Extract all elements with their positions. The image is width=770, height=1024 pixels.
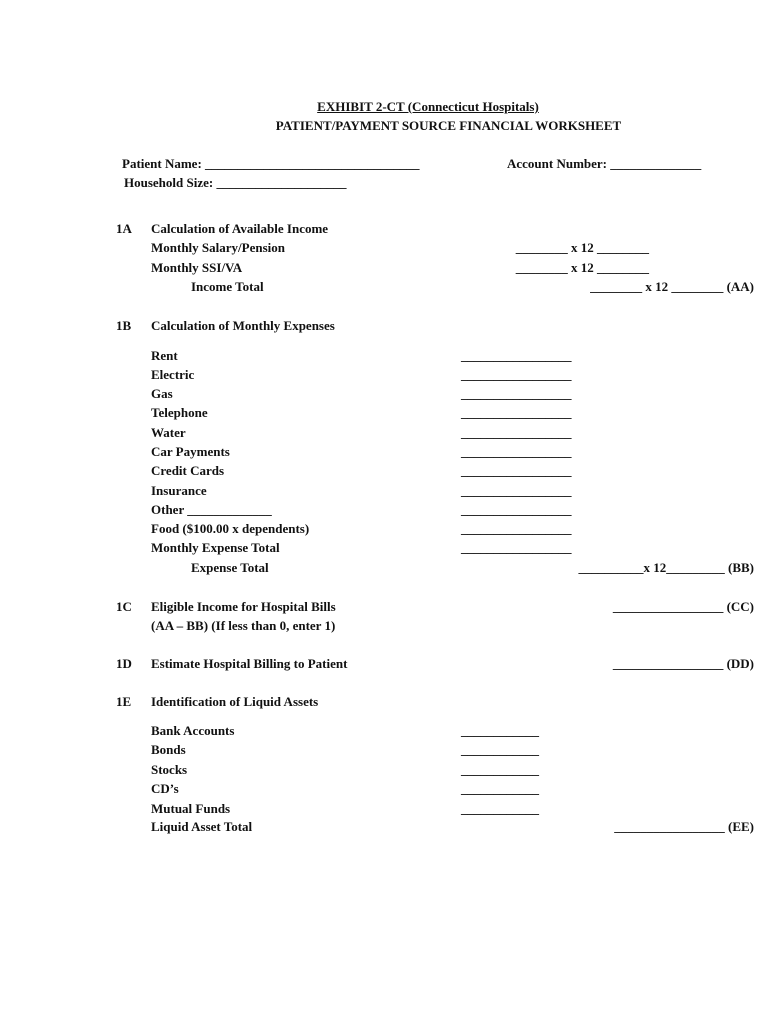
hospital-billing-field[interactable]: _________________ (DD) — [612, 656, 754, 671]
asset-field-cds[interactable]: ____________ — [461, 781, 539, 796]
section-1d-heading: Estimate Hospital Billing to Patient — [151, 656, 348, 671]
liquid-asset-total-field[interactable]: _________________ (EE) — [614, 819, 754, 834]
expense-field-monthly-total[interactable]: _________________ — [461, 540, 572, 555]
asset-field-bonds[interactable]: ____________ — [461, 742, 539, 757]
expense-label-insurance: Insurance — [151, 483, 207, 498]
expense-label-credit-cards: Credit Cards — [151, 463, 225, 478]
expense-label-telephone: Telephone — [151, 405, 208, 420]
asset-label-bank-accounts: Bank Accounts — [151, 723, 235, 738]
section-1b-number: 1B — [116, 318, 132, 333]
expense-label-gas: Gas — [151, 386, 173, 401]
expense-field-gas[interactable]: _________________ — [461, 386, 572, 401]
expense-total-field[interactable]: __________x 12_________ (BB) — [578, 560, 754, 575]
section-1a-number: 1A — [116, 221, 132, 236]
worksheet-title: PATIENT/PAYMENT SOURCE FINANCIAL WORKSHEET — [275, 118, 622, 133]
asset-field-stocks[interactable]: ____________ — [461, 762, 539, 777]
account-number-field[interactable]: Account Number: ______________ — [507, 156, 702, 171]
expense-field-insurance[interactable]: _________________ — [461, 483, 572, 498]
expense-label-car-payments: Car Payments — [151, 444, 230, 459]
salary-label: Monthly Salary/Pension — [151, 240, 285, 255]
expense-label-rent: Rent — [151, 348, 178, 363]
ssi-field[interactable]: ________ x 12 ________ — [515, 260, 649, 275]
expense-label-water: Water — [151, 425, 186, 440]
asset-field-bank-accounts[interactable]: ____________ — [461, 723, 539, 738]
section-1a-heading: Calculation of Available Income — [151, 221, 329, 236]
section-1c-subtext: (AA – BB) (If less than 0, enter 1) — [151, 618, 336, 633]
expense-field-car-payments[interactable]: _________________ — [461, 444, 572, 459]
section-1c-heading: Eligible Income for Hospital Bills — [151, 599, 336, 614]
household-size-field[interactable]: Household Size: ____________________ — [124, 175, 347, 190]
expense-field-other[interactable]: _________________ — [461, 502, 572, 517]
expense-field-water[interactable]: _________________ — [461, 425, 572, 440]
patient-name-field[interactable]: Patient Name: _________________________________ — [122, 156, 420, 171]
expense-field-telephone[interactable]: _________________ — [461, 405, 572, 420]
asset-label-bonds: Bonds — [151, 742, 186, 757]
expense-field-food[interactable]: _________________ — [461, 521, 572, 536]
expense-label-electric: Electric — [151, 367, 195, 382]
income-total-field[interactable]: ________ x 12 ________ (AA) — [590, 279, 754, 294]
expense-label-monthly-total: Monthly Expense Total — [151, 540, 280, 555]
expense-label-other[interactable]: Other _____________ — [151, 502, 272, 517]
asset-label-mutual-funds: Mutual Funds — [151, 801, 231, 816]
ssi-label: Monthly SSI/VA — [151, 260, 243, 275]
section-1b-heading: Calculation of Monthly Expenses — [151, 318, 335, 333]
section-1c-number: 1C — [116, 599, 132, 614]
section-1d-number: 1D — [116, 656, 132, 671]
expense-field-credit-cards[interactable]: _________________ — [461, 463, 572, 478]
expense-label-food: Food ($100.00 x dependents) — [151, 521, 310, 536]
section-1e-number: 1E — [116, 694, 132, 709]
expense-field-electric[interactable]: _________________ — [461, 367, 572, 382]
asset-field-mutual-funds[interactable]: ____________ — [461, 801, 539, 816]
expense-total-label: Expense Total — [191, 560, 269, 575]
expense-field-rent[interactable]: _________________ — [461, 348, 572, 363]
eligible-income-field[interactable]: _________________ (CC) — [612, 599, 754, 614]
asset-label-cds: CD’s — [151, 781, 179, 796]
section-1e-heading: Identification of Liquid Assets — [151, 694, 319, 709]
asset-label-stocks: Stocks — [151, 762, 188, 777]
income-total-label: Income Total — [191, 279, 264, 294]
salary-field[interactable]: ________ x 12 ________ — [515, 240, 649, 255]
exhibit-title: EXHIBIT 2-CT (Connecticut Hospitals) — [317, 99, 539, 114]
liquid-asset-total-label: Liquid Asset Total — [151, 819, 253, 834]
